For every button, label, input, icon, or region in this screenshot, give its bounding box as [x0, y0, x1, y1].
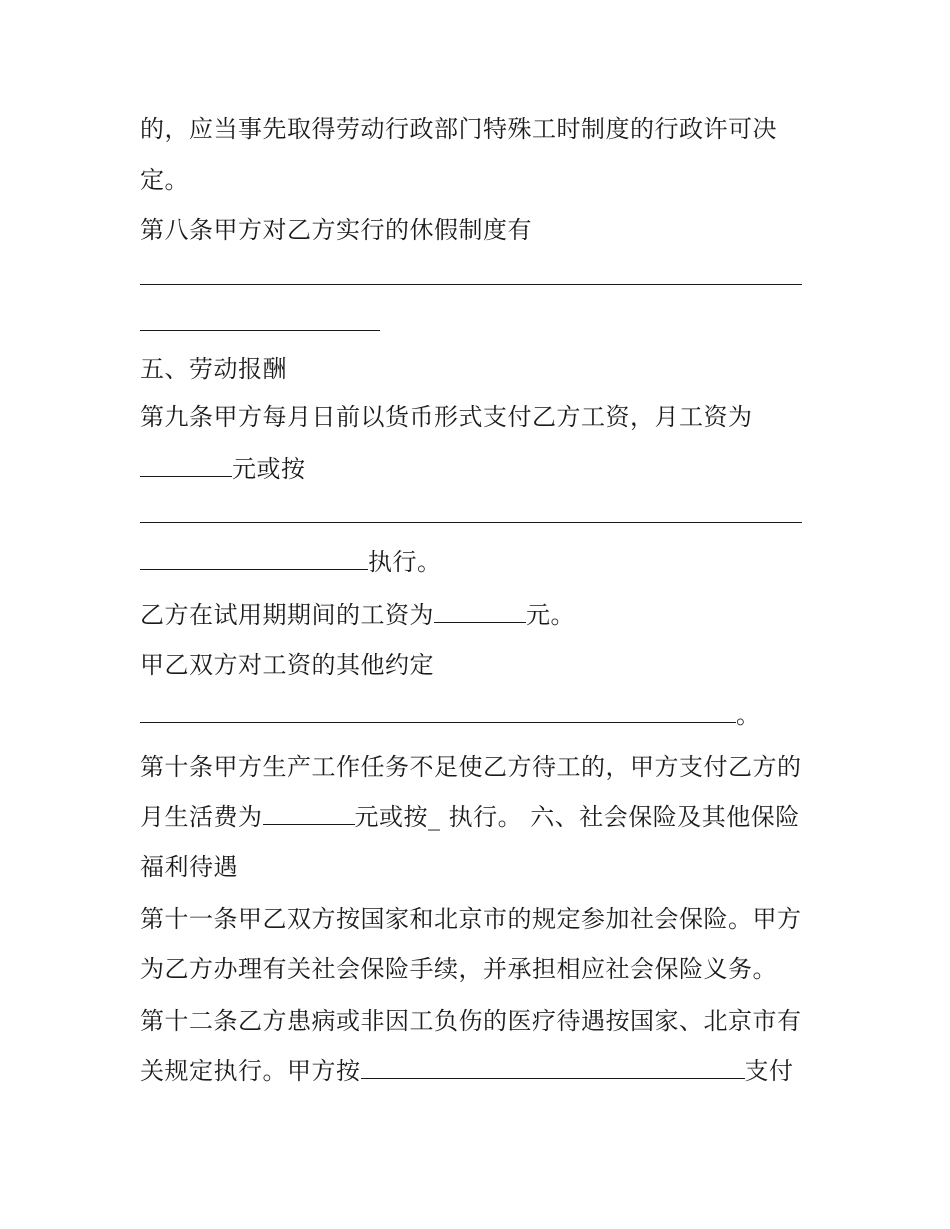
- text-line: 定。: [140, 166, 189, 194]
- blank-line: [140, 500, 802, 530]
- text-fragment: 元。: [526, 601, 575, 629]
- fill-in-blank: [140, 547, 368, 570]
- text-fragment: 。: [736, 701, 761, 729]
- text-line: [140, 547, 442, 577]
- text-line: [140, 700, 761, 730]
- text-fragment: 月生活费为: [140, 803, 263, 831]
- text-fragment: 乙方在试用期期间的工资为: [140, 601, 434, 629]
- text-fragment: 元或按: [232, 455, 306, 483]
- blank-line: [140, 308, 380, 338]
- text-line: [140, 802, 800, 832]
- text-line: 的，应当事先取得劳动行政部门特殊工时制度的行政许可决: [140, 115, 777, 143]
- text-fragment: 支付: [744, 1057, 794, 1085]
- text-fragment: 元或按_ 执行。 六、社会保险及其他保险: [354, 803, 800, 831]
- text-line: [140, 1056, 794, 1086]
- fill-in-blank: [263, 802, 355, 825]
- fill-in-blank: [140, 700, 736, 723]
- text-line: [140, 454, 306, 484]
- text-fragment: 执行。: [368, 548, 442, 576]
- fill-in-blank: [140, 308, 380, 331]
- article-12-text: 第十二条乙方患病或非因工负伤的医疗待遇按国家、北京市有: [140, 1007, 802, 1035]
- article-8-heading: 第八条甲方对乙方实行的休假制度有: [140, 216, 532, 244]
- text-fragment: 关规定执行。甲方按: [140, 1057, 361, 1085]
- article-10-text: 第十条甲方生产工作任务不足使乙方待工的，甲方支付乙方的: [140, 753, 802, 781]
- article-11-text: 第十一条甲乙双方按国家和北京市的规定参加社会保险。甲方: [140, 905, 802, 933]
- fill-in-blank: [434, 600, 526, 623]
- text-line: 为乙方办理有关社会保险手续，并承担相应社会保险义务。: [140, 955, 777, 983]
- fill-in-blank: [140, 454, 232, 477]
- fill-in-blank: [140, 262, 802, 285]
- fill-in-blank: [140, 500, 802, 523]
- fill-in-blank: [361, 1056, 745, 1079]
- text-line: 甲乙双方对工资的其他约定: [140, 651, 434, 679]
- text-line: [140, 600, 575, 630]
- blank-line: [140, 262, 802, 292]
- section-heading: 五、劳动报酬: [140, 355, 287, 383]
- article-9-text: 第九条甲方每月日前以货币形式支付乙方工资，月工资为: [140, 403, 753, 431]
- text-line: 福利待遇: [140, 853, 238, 881]
